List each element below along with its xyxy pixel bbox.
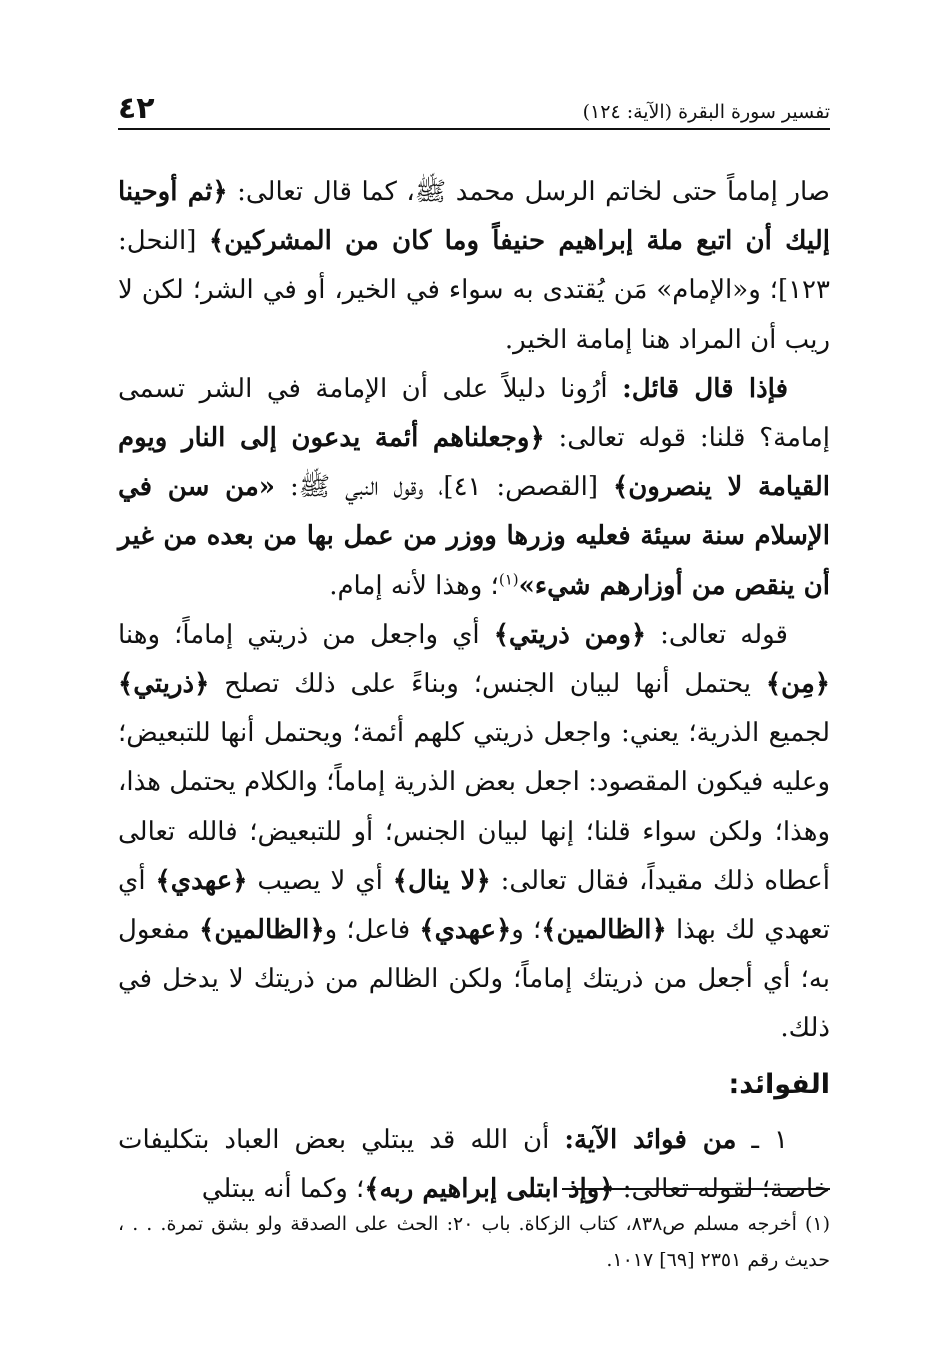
bold-text: ﴿عهدي﴾: [155, 865, 248, 896]
footnote-rule: [562, 1188, 830, 1190]
text-run: يحتمل أنها لبيان الجنس؛ وبناءً على ذلك تصلح: [209, 669, 766, 700]
text-run: أي تعهدي لك بهذا: [118, 865, 830, 946]
text-run: أي لا يصيب: [247, 865, 393, 896]
page-number: ٤٢: [118, 91, 155, 126]
text-run: لجميع الذرية؛ يعني: واجعل ذريتي كلهم أئمة؛ ويحتمل أنها للتبعيض؛ وعليه فيكون المقصود: اجعل بعض الذرية إماماً؛ والكلام يحتمل هذا، وهذا؛ ولكن سواء قلنا؛ إنها لبيان الجنس؛ أو للتبعيض؛ فالله تعالى أعطاه ذلك مقيداً، فقال تعالى:: [118, 718, 831, 896]
text-run: أي واجعل من ذريتي إماماً؛ وهنا: [118, 619, 494, 650]
text-run: أرُونا دليلاً على أن الإمامة في الشر تسمى إمامة؟ قلنا: قوله تعالى:: [118, 373, 831, 454]
text-run: ١ ـ: [736, 1124, 788, 1155]
text-run: أن الله قد يبتلي بعض العباد بتكليفات خاصة؛ لقوله تعالى:: [118, 1124, 830, 1204]
text-run: قوله تعالى:: [646, 619, 788, 650]
body-text: [118, 168, 830, 1214]
text-run: مفعول به؛ أي أجعل من ذريتك إماماً؛ ولكن الظالم من ذريتك لا يدخل في ذلك.: [118, 915, 830, 1044]
bold-text: ﴿ومن ذريتي﴾: [493, 619, 647, 650]
text-run: ؛ وكما أنه يبتلي: [201, 1173, 365, 1204]
footnote: (١) أخرجه مسلم ص٨٣٨، كتاب الزكاة. باب ٢٠: الحث على الصدقة ولو بشق تمرة. . . ، حديث رقم ٢٣٥١ [٦٩] ١٠١٧.: [118, 1213, 830, 1271]
bold-text: ﴿الظالمين﴾: [541, 915, 667, 946]
bold-text: ﴿لا ينال﴾: [392, 865, 491, 896]
bold-text: ﴿وإذ ابتلى إبراهيم ربه﴾: [364, 1173, 615, 1204]
body-paragraph: [118, 168, 830, 365]
bold-text: ﴿مِن﴾: [765, 669, 830, 700]
text-run: ؛ و: [511, 915, 542, 946]
header-rule: [118, 128, 830, 130]
bold-text: ﴿وجعلناهم أئمة يدعون إلى النار ويوم القيامة لا ينصرون﴾: [118, 423, 830, 503]
text-run: فاعل؛ و: [324, 915, 420, 946]
benefits-list: [118, 1116, 830, 1214]
bold-text: ﴿ثم أوحينا إليك أن اتبع ملة إبراهيم حنيفاً وما كان من المشركين﴾: [118, 177, 831, 257]
bold-text: ﴿الظالمين﴾: [199, 915, 325, 946]
page-header: [118, 88, 830, 124]
bold-text: ﴿عهدي﴾: [419, 915, 512, 946]
bold-text: من فوائد الآية:: [564, 1124, 737, 1155]
footnote-marker: (١): [498, 569, 519, 588]
text-run: [القصص: ٤١]، وقول النبي ﷺ:: [275, 472, 613, 503]
running-title: تفسير سورة البقرة (الآية: ١٢٤): [582, 101, 830, 123]
body-paragraph: [118, 365, 830, 611]
benefit-item: [118, 1116, 830, 1214]
bold-text: ﴿ذريتي﴾: [118, 669, 210, 700]
body-paragraph: [118, 611, 830, 1054]
text-run: [النحل: ١٢٣]؛ و«الإمام» مَن يُقتدى به سواء في الخير، أو في الشر؛ لكن لا ريب أن المراد هنا إمامة الخير.: [118, 226, 830, 355]
text-run: صار إماماً حتى لخاتم الرسل محمد ﷺ، كما قال تعالى:: [227, 177, 830, 207]
bold-text: فإذا قال قائل:: [622, 373, 789, 404]
section-heading: الفوائد:: [728, 1068, 830, 1100]
text-run: ؛ وهذا لأنه إمام.: [329, 570, 499, 601]
main-paragraphs: [118, 168, 830, 1054]
bold-text: «من سن في الإسلام سنة سيئة فعليه وزرها ووزر من عمل بها من بعده من غير أن ينقص من أوزارهم شيء»: [118, 472, 830, 601]
